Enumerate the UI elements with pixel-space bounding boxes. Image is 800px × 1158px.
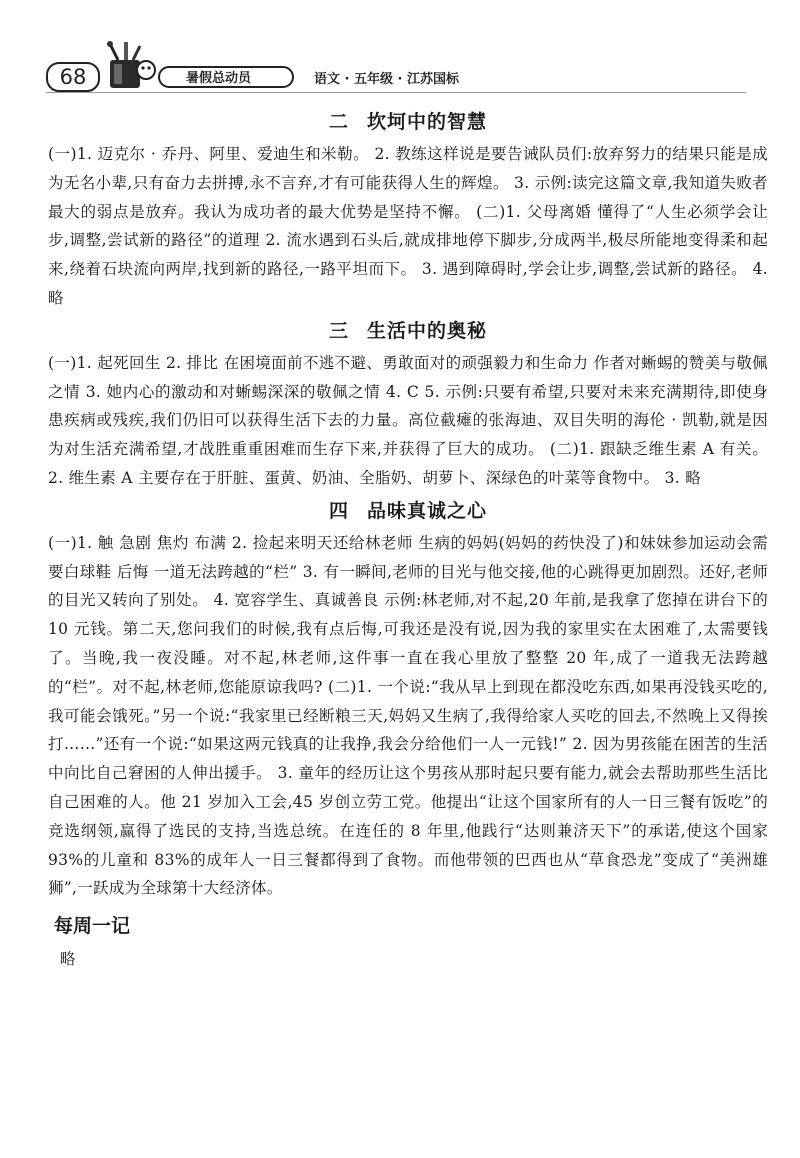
section-heading bbox=[48, 493, 768, 529]
section-title: 生活中的奥秘 bbox=[367, 319, 488, 342]
section-title: 品味真诚之心 bbox=[367, 499, 488, 522]
weekly-note-text: 略 bbox=[60, 950, 76, 969]
pencil-cup-icon bbox=[98, 40, 164, 92]
section-heading bbox=[48, 104, 768, 140]
section-answers: (一)1. 触 急剧 焦灼 布满 2. 捡起来明天还给林老师 生病的妈妈(妈妈的药快没了)和妹妹参加运动会需要白球鞋 后悔 一道无法跨越的“栏” 3. 有一瞬间,老师的目光与他交接,他的心跳得更加剧烈。还好,老师的目光又转向了别处。 4. 宽容学生、真诚善良 示例:林老师,对不起,20 年前,是我拿了您掉在讲台下的 10 元钱。第二天,您问我们的时候,我有点后悔,可我还是没有说,因为我的家里实在太困难了,太需要钱了。当晚,我一夜没睡。对不起,林老师,这件事一直在我心里放了整整 20 年,成了一道我无法跨越的“栏”。对不起,林老师,您能原谅我吗? (二)1. 一个说:“我从早上到现在都没吃东西,如果再没钱买吃的,我可能会饿死。”另一个说:“我家里已经断粮三天,妈妈又生病了,我得给家人买吃的回去,不然晚上又得挨打……”还有一个说:“如果这两元钱真的让我挣,我会分给他们一人一元钱!” 2. 因为男孩能在困苦的生活中向比自己窘困的人伸出援手。 3. 童年的经历让这个男孩从那时起只要有能力,就会去帮助那些生活比自己困难的人。他 21 岁加入工会,45 岁创立劳工党。他提出“让这个国家所有的人一日三餐有饭吃”的竞选纲领,赢得了选民的支持,当选总统。在连任的 8 年里,他践行“达则兼济天下”的承诺,使这个国家 93%的儿童和 83%的成年人一日三餐都得到了食物。而他带领的巴西也从“草食恐龙”变成了“美洲雄狮”,一跃成为全球第十大经济体。 bbox=[48, 533, 768, 898]
section-title: 坎坷中的智慧 bbox=[367, 111, 488, 133]
page-number: 68 bbox=[46, 62, 100, 92]
series-title: 暑假总动员 bbox=[158, 66, 294, 88]
header-divider bbox=[46, 92, 746, 93]
page-header bbox=[46, 40, 746, 90]
section-number: 四 bbox=[328, 499, 349, 522]
weekly-note-heading: 每周一记 bbox=[54, 915, 131, 938]
subject-grade-label: 语文 · 五年级 · 江苏国标 bbox=[314, 72, 459, 87]
section-answers: (一)1. 迈克尔 · 乔丹、阿里、爱迪生和米勒。 2. 教练这样说是要告诫队员们:放弃努力的结果只能是成为无名小辈,只有奋力去拼搏,永不言弃,才有可能获得人生的辉煌。 3. 示例:读完这篇文章,我知道失败者最大的弱点是放弃。我认为成功者的最大优势是坚持不懈。 (二)1. 父母离婚 懂得了“人生必须学会让步,调整,尝试新的路径”的道理 2. 流水遇到石头后,就成排地停下脚步,分成两半,极尽所能地变得柔和起来,绕着石块流向两岸,找到新的路径,一路平坦而下。 3. 遇到障碍时,学会让步,调整,尝试新的路径。 4. 略 bbox=[48, 145, 768, 307]
section-number: 三 bbox=[328, 319, 349, 342]
answer-content bbox=[48, 104, 768, 969]
section-heading bbox=[48, 313, 768, 349]
section-number: 二 bbox=[328, 111, 349, 133]
section-answers: (一)1. 起死回生 2. 排比 在困境面前不逃不避、勇敢面对的顽强毅力和生命力 作者对蜥蜴的赞美与敬佩之情 3. 她内心的激动和对蜥蜴深深的敬佩之情 4. C 5. 示例:只要有希望,只要对未来充满期待,即使身患疾病或残疾,我们仍旧可以获得生活下去的力量。高位截瘫的张海迪、双目失明的海伦 · 凯勒,就是因为对生活充满希望,才战胜重重困难而生存下来,并获得了巨大的成功。 (二)1. 跟缺乏维生素 A 有关。 2. 维生素 A 主要存在于肝脏、蛋黄、奶油、全脂奶、胡萝卜、深绿色的叶菜等食物中。 3. 略 bbox=[48, 353, 768, 487]
